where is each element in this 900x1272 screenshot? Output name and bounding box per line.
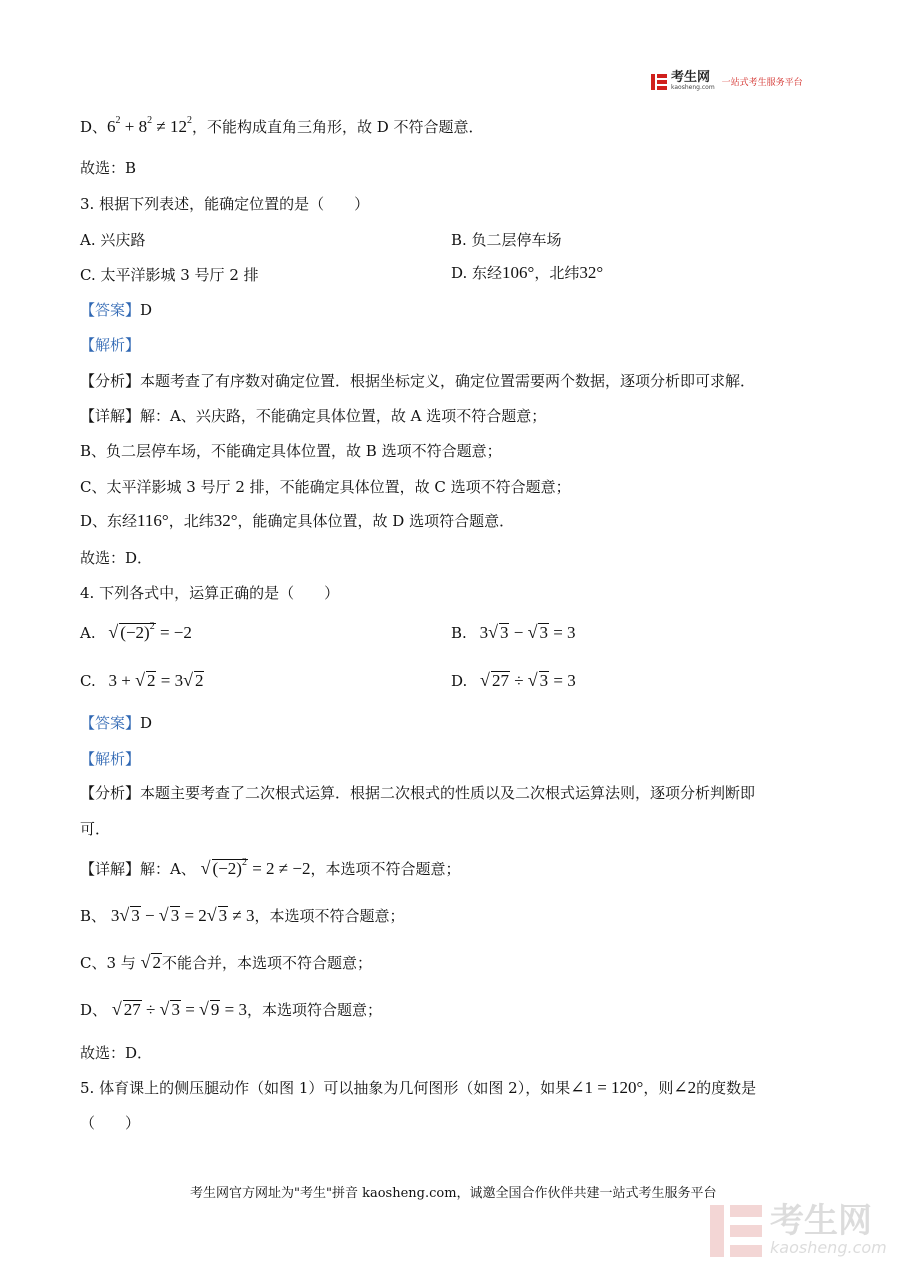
q4-choice: 故选：D． xyxy=(80,1044,153,1062)
footer-text: 考生网官方网址为"考生"拼音 kaosheng.com，诚邀全国合作伙伴共建一站式考生服务平台 xyxy=(190,1186,717,1201)
q5-stem-line2: （ ） xyxy=(80,1114,141,1132)
q4-stem: 4. 下列各式中，运算正确的是（ ） xyxy=(80,584,340,602)
q2-line-d: D、$6^2 + 8^2 \ne 12^2$，不能构成直角三角形，故 D 不符合题意． xyxy=(80,115,484,136)
q3-xiangjie: 【详解】解：A、兴庆路，不能确定具体位置，故 A 选项不符合题意； xyxy=(80,407,547,425)
q4-xiangjie: 【详解】解：A、 √ $(-2)^2 = 2 \ne -2$，本选项不符合题意； xyxy=(80,857,461,878)
q3-analysis-tag: 【解析】 xyxy=(80,336,141,354)
q3-option-c: C. 太平洋影城 3 号厅 2 排 xyxy=(80,266,259,284)
q4-answer: 【答案】D xyxy=(80,714,153,732)
q4-option-c: C. 3 + √ 2 = 3√ 2 xyxy=(80,670,204,690)
logo-text xyxy=(671,72,715,91)
q4-fenxi: 【分析】本题主要考查了二次根式运算．根据二次根式的性质以及二次根式运算法则，逐项分析判断即 xyxy=(80,784,756,802)
q3-line-c: C、太平洋影城 3 号厅 2 排，不能确定具体位置，故 C 选项不符合题意； xyxy=(80,478,571,496)
q3-choice: 故选：D． xyxy=(80,549,153,567)
q3-answer: 【答案】D xyxy=(80,301,153,319)
q3-line-d: D、东经116°，北纬32°，能确定具体位置，故 D 选项符合题意． xyxy=(80,511,515,530)
q4-fenxi-cont: 可． xyxy=(80,820,111,838)
logo-domain: kaosheng.com xyxy=(671,84,715,91)
watermark-name: 考生网 xyxy=(770,1201,872,1241)
q4-line-b: B、 3√ 3 − √ 3 = 2√ 3 ≠ 3，本选项不符合题意； xyxy=(80,905,405,925)
watermark xyxy=(710,1201,887,1257)
q4-line-d: D、 √ 27 ÷ √ 3 = √ 9 = 3，本选项符合题意； xyxy=(80,999,383,1019)
logo-name: 考生网 xyxy=(671,70,711,85)
q3-fenxi: 【分析】本题考查了有序数对确定位置．根据坐标定义，确定位置需要两个数据，逐项分析即可求解． xyxy=(80,372,756,390)
q5-stem: 5. 体育课上的侧压腿动作（如图 1）可以抽象为几何图形（如图 2），如果∠1 = 120°，则∠2的度数是 xyxy=(80,1078,757,1097)
q4-analysis-tag: 【解析】 xyxy=(80,750,141,768)
watermark-domain: kaosheng.com xyxy=(770,1238,887,1257)
header-logo xyxy=(651,72,803,91)
logo-mark-icon xyxy=(651,74,667,90)
q4-option-d: D. √ 27 ÷ √ 3 = 3 xyxy=(451,670,576,690)
q4-option-b: B. 3√ 3 − √ 3 = 3 xyxy=(451,622,576,642)
q2-choice: 故选：B xyxy=(80,159,137,177)
q2-d-formula: $6^2 + 8^2 \ne 12^2$ xyxy=(107,115,192,136)
q3-option-d: D. 东经106°，北纬32° xyxy=(451,263,604,282)
q3-stem: 3. 根据下列表述，能确定位置的是（ ） xyxy=(80,195,370,213)
q3-line-b: B、负二层停车场，不能确定具体位置，故 B 选项不符合题意； xyxy=(80,442,502,460)
logo-slogan: 一站式考生服务平台 xyxy=(721,78,803,88)
q4-line-c: C、3 与 √ 2不能合并，本选项不符合题意； xyxy=(80,952,372,972)
q4-option-a: A. √ $(-2)^2 = -2$ xyxy=(80,621,192,642)
watermark-logo-icon xyxy=(710,1205,762,1257)
q3-option-a: A. 兴庆路 xyxy=(80,231,146,249)
q3-option-b: B. 负二层停车场 xyxy=(451,231,562,249)
